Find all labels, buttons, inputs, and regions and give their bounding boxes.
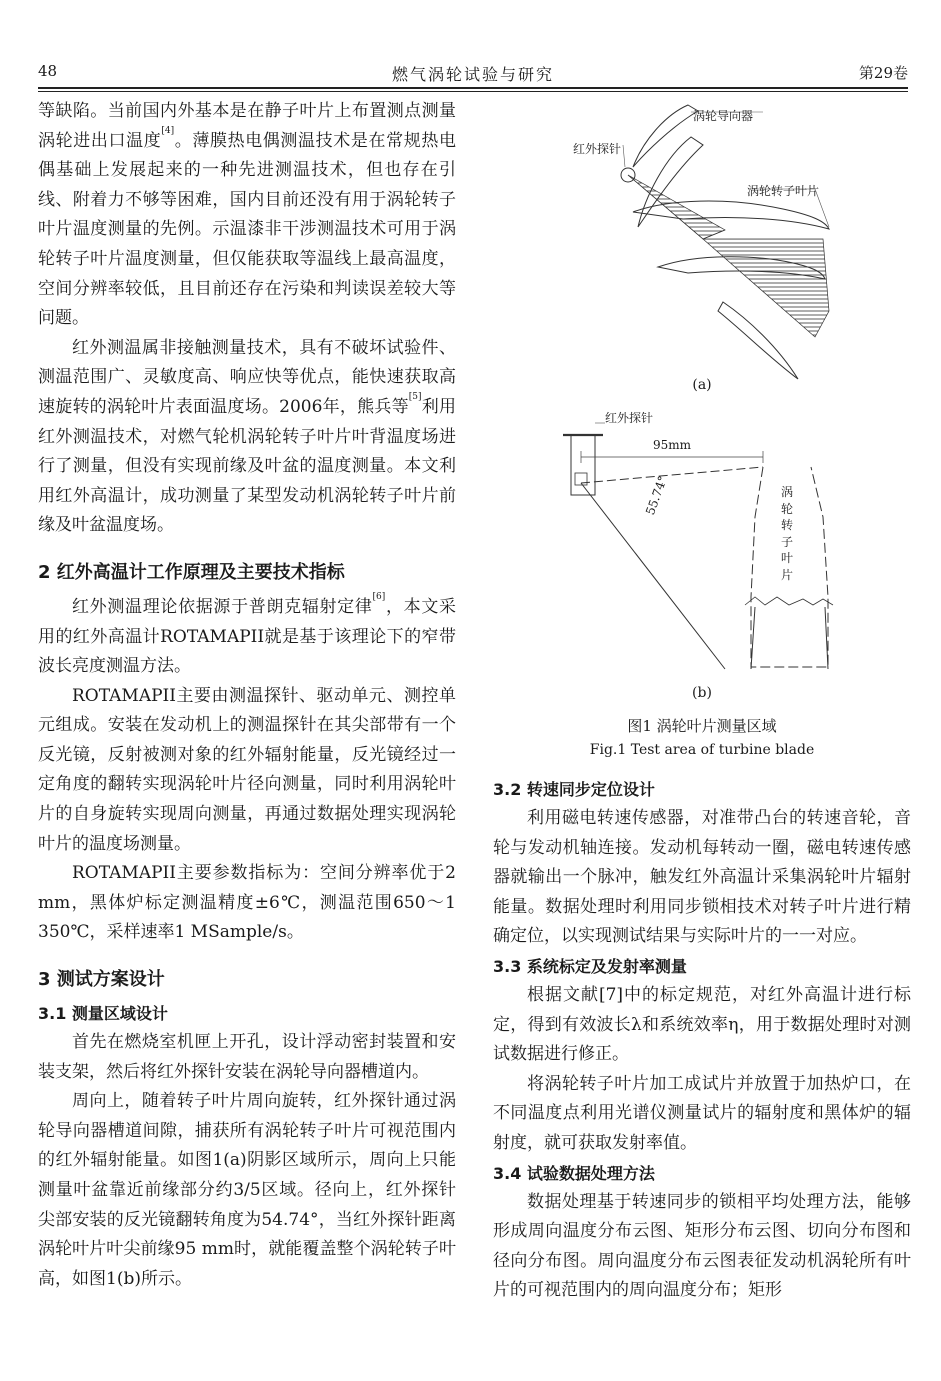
figure-1-diagram [493,97,911,697]
subsection-3-3-heading: 3.3 系统标定及发射率测量 [493,956,687,976]
angle-label: 55.74° [643,474,670,517]
paragraph-calibration: 根据文献[7]中的标定规范，对红外高温计进行标定，得到有效波长λ和系统效率η，用于数据处理时对测试数据进行修正。 [493,984,911,1065]
rotor-blade-bottom [718,302,798,379]
figure-1 [493,97,911,767]
label-rotor-blade: 涡轮转子叶片 [747,184,820,198]
running-header [38,62,908,88]
paragraph-ir-measurement: 红外测温属非接触测量技术，具有不破坏试验件、测温范围广、灵敏度高、响应快等优点，能快速获取高速旋转的涡轮叶片表面温度场。2006年，熊兵等[5]利用红外测温技术，对燃气轮机涡轮转子叶片叶背温度场进行了测量，但没有实现前缘及叶盆的温度测量。本文利用红外高温计，成功测量了某型发动机涡轮转子叶片前缘及叶盆温度场。 [38,337,456,536]
paragraph-intro-end: 等缺陷。当前国内外基本是在静子叶片上布置测点测量涡轮进出口温度[4]。薄膜热电偶测温技术是在常规热电偶基础上发展起来的一种先进测温技术，但也存在引线、附着力不够等困难，国内目前还没有用于涡轮转子叶片温度测量的先例。示温漆非干涉测温技术可用于涡轮转子叶片温度测量，但仅能获取等温线上最高温度，空间分辨率较低，且目前还存在污染和判读误差较大等问题。 [38,101,457,329]
header-rule-thin [38,91,908,92]
subfigure-b-label: (b) [692,685,712,701]
left-column [38,97,456,1294]
section-3-heading: 3 测试方案设计 [38,969,165,991]
journal-title: 燃气涡轮试验与研究 [391,65,554,84]
header-rule-thick [38,87,908,89]
paragraph-emissivity: 将涡轮转子叶片加工成试片并放置于加热炉口，在不同温度点利用光谱仪测量试片的辐射度和黑体炉的辐射度，就可获取发射率值。 [493,1073,911,1153]
paragraph-planck: 红外测温理论依据源于普朗克辐射定律[6]，本文采用的红外高温计ROTAMAPII就是基于该理论下的窄带波长亮度测温方法。 [38,591,457,677]
ref-6: [6] [372,591,386,602]
section-2-heading: 2 红外高温计工作原理及主要技术指标 [38,561,345,583]
ref-4: [4] [161,125,175,136]
hatched-region-upper [628,175,725,239]
ref-5: [5] [408,391,422,402]
subsection-3-1-heading: 3.1 测量区域设计 [38,1004,168,1024]
rotor-blade-upper [633,201,829,229]
paragraph-data-processing: 数据处理基于转速同步的锁相平均处理方法，能够形成周向温度分布云图、矩形分布云图、切向分布图和径向分布图。周向温度分布云图表征发动机涡轮所有叶片的可视范围内的周向温度分布；矩形 [493,1191,911,1301]
paragraph-mounting: 首先在燃烧室机匣上开孔，设计浮动密封装置和安装支架，然后将红外探针安装在涡轮导向器槽道内。 [38,1032,456,1082]
guide-vane-upper [633,105,698,167]
label-guide-vane: 涡轮导向器 [693,109,754,123]
label-ir-probe-b: 红外探针 [605,411,654,425]
paragraph-coverage: 周向上，随着转子叶片周向旋转，红外探针通过涡轮导向器槽道间隙，捕获所有涡轮转子叶片可视范围内的红外辐射能量。如图1(a)阴影区域所示，周向上只能测量叶盆靠近前缘部分约3/5区域。径向上，红外探针尖部安装的反光镜翻转角度为54.74°，当红外探针距离涡轮叶片叶尖前缘95 mm时，就能覆盖整个涡轮转子叶高，如图1(b)所示。 [38,1091,456,1289]
hatched-region-lower [703,239,829,337]
blade-cascade-diagram [621,105,829,379]
paragraph-speed-sync: 利用磁电转速传感器，对准带凸台的转速音轮，音轮与发动机轴连接。发动机每转动一圈，磁电转速传感器就输出一个脉冲，触发红外高温计采集涡轮叶片辐射能量。数据处理时利用同步锁相技术对转子叶片进行精确定位，以实现测试结果与实际叶片的一一对应。 [493,808,911,947]
vertical-blade-label: 涡 轮 转 子 叶 片 [780,485,793,582]
paragraph-rotamap-specs: ROTAMAPII主要参数指标为：空间分辨率优于2 mm，黑体炉标定测温精度±6℃，测温范围650～1 350℃，采样速率1 MSample/s。 [38,863,456,943]
figure-caption-en: Fig.1 Test area of turbine blade [589,742,815,758]
right-column [493,775,911,1306]
dimension-label: 95mm [653,438,692,452]
subsection-3-4-heading: 3.4 试验数据处理方法 [493,1163,655,1183]
subsection-3-2-heading: 3.2 转速同步定位设计 [493,780,655,799]
paragraph-rotamap-components: ROTAMAPII主要由测温探针、驱动单元、测控单元组成。安装在发动机上的测温探针在其尖部带有一个反光镜，反射被测对象的红外辐射能量，反光镜经过一定角度的翻转实现涡轮叶片径向测量，同时利用涡轮叶片的自身旋转实现周向测量，再通过数据处理实现涡轮叶片的温度场测量。 [38,685,456,854]
figure-caption-cn: 图1 涡轮叶片测量区域 [627,717,777,735]
subfigure-a-label: (a) [692,377,712,393]
volume-label: 第29卷 [858,64,908,82]
label-ir-probe-a: 红外探针 [573,142,622,156]
page-number: 48 [38,62,58,80]
